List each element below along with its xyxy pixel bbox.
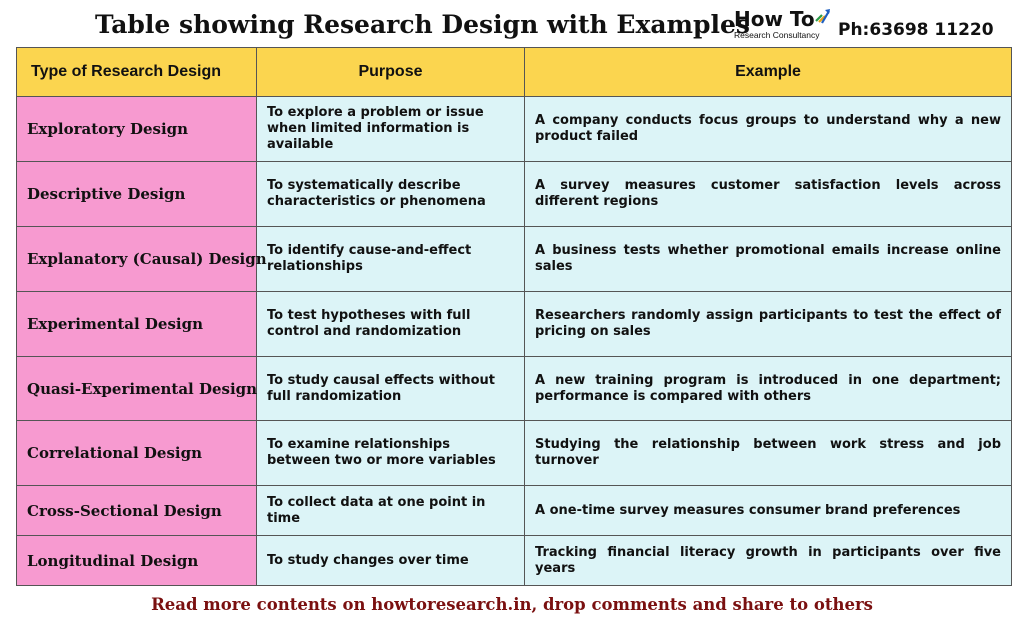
design-example: A one-time survey measures consumer brand preferences bbox=[525, 486, 1012, 536]
header-purpose: Purpose bbox=[257, 48, 525, 97]
design-purpose: To systematically describe characteristics or phenomena bbox=[257, 162, 525, 227]
design-purpose: To explore a problem or issue when limited information is available bbox=[257, 97, 525, 162]
phone-number: Ph:63698 11220 bbox=[838, 20, 994, 40]
design-purpose: To study causal effects without full randomization bbox=[257, 357, 525, 421]
design-example: Tracking financial literacy growth in participants over five years bbox=[525, 536, 1012, 586]
design-type: Explanatory (Causal) Design bbox=[17, 227, 257, 292]
table-row bbox=[17, 536, 1012, 586]
design-example: Researchers randomly assign participants to test the effect of pricing on sales bbox=[525, 292, 1012, 357]
table-row bbox=[17, 97, 1012, 162]
design-purpose: To study changes over time bbox=[257, 536, 525, 586]
design-type: Longitudinal Design bbox=[17, 536, 257, 586]
header-example: Example bbox=[525, 48, 1012, 97]
design-example: A business tests whether promotional emails increase online sales bbox=[525, 227, 1012, 292]
design-type: Quasi-Experimental Design bbox=[17, 357, 257, 421]
brand-logo bbox=[734, 8, 834, 44]
design-example: Studying the relationship between work stress and job turnover bbox=[525, 421, 1012, 486]
table-row bbox=[17, 162, 1012, 227]
design-type: Correlational Design bbox=[17, 421, 257, 486]
research-design-table bbox=[16, 47, 1012, 586]
table-row bbox=[17, 357, 1012, 421]
design-purpose: To test hypotheses with full control and randomization bbox=[257, 292, 525, 357]
header-type: Type of Research Design bbox=[17, 48, 257, 97]
design-example: A new training program is introduced in one department; performance is compared with others bbox=[525, 357, 1012, 421]
design-type: Cross-Sectional Design bbox=[17, 486, 257, 536]
table-row bbox=[17, 227, 1012, 292]
table-header-row bbox=[17, 48, 1012, 97]
table-row bbox=[17, 421, 1012, 486]
table-row bbox=[17, 486, 1012, 536]
page-title: Table showing Research Design with Examples bbox=[95, 10, 750, 39]
design-type: Descriptive Design bbox=[17, 162, 257, 227]
design-purpose: To examine relationships between two or more variables bbox=[257, 421, 525, 486]
growth-arrow-icon bbox=[814, 6, 832, 24]
table-row bbox=[17, 292, 1012, 357]
design-type: Experimental Design bbox=[17, 292, 257, 357]
design-purpose: To collect data at one point in time bbox=[257, 486, 525, 536]
design-example: A company conducts focus groups to understand why a new product failed bbox=[525, 97, 1012, 162]
brand-name: How To bbox=[734, 7, 815, 31]
brand-tagline: Research Consultancy bbox=[734, 30, 820, 40]
design-purpose: To identify cause-and-effect relationships bbox=[257, 227, 525, 292]
design-example: A survey measures customer satisfaction levels across different regions bbox=[525, 162, 1012, 227]
footer-note: Read more contents on howtoresearch.in, drop comments and share to others bbox=[151, 595, 873, 614]
design-type: Exploratory Design bbox=[17, 97, 257, 162]
